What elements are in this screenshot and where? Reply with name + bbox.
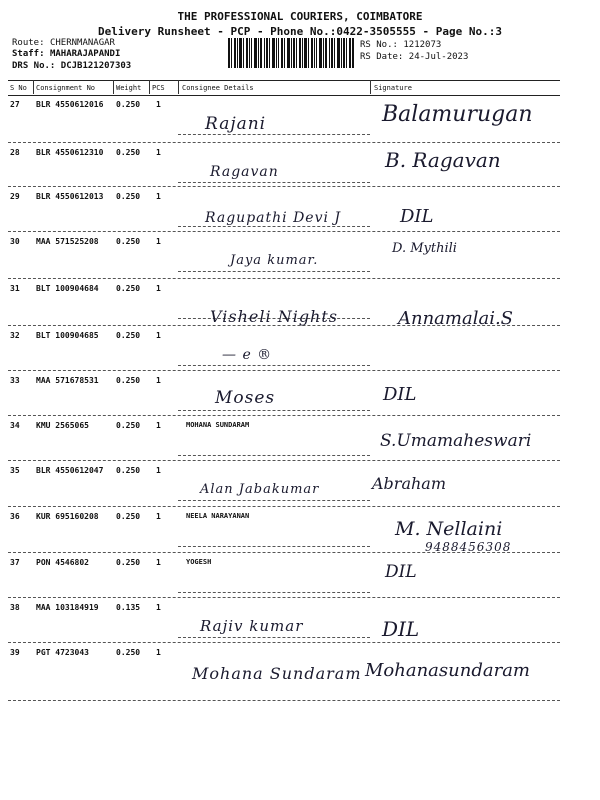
row-weight: 0.250 <box>116 192 141 201</box>
row-pcs: 1 <box>156 558 161 567</box>
row-divider <box>8 415 560 416</box>
row-divider <box>8 370 560 371</box>
row-divider <box>8 506 560 507</box>
consignee-underline <box>178 271 370 272</box>
row-signature: Mohanasundaram <box>365 660 530 681</box>
consignee-underline <box>178 592 370 593</box>
row-consignee-handwritten: Visheli Nights <box>210 307 338 326</box>
col-pcs: PCS <box>152 84 165 92</box>
row-divider <box>8 231 560 232</box>
row-weight: 0.250 <box>116 466 141 475</box>
row-pcs: 1 <box>156 100 161 109</box>
consignee-underline <box>178 410 370 411</box>
rs-date-label: RS Date: <box>360 52 404 62</box>
runsheet-title: Delivery Runsheet - PCP - Phone No.:0422-3505555 - Page No.:3 <box>98 25 502 38</box>
staff-line <box>12 49 120 59</box>
consignee-underline <box>178 500 370 501</box>
row-consignment: BLR 4550612310 <box>36 148 104 157</box>
consignee-underline <box>178 134 370 135</box>
row-divider <box>8 186 560 187</box>
row-consignee-handwritten: Jaya kumar. <box>230 253 319 268</box>
row-consignment: BLT 100904684 <box>36 284 99 293</box>
row-pcs: 1 <box>156 466 161 475</box>
consignee-underline <box>178 637 370 638</box>
col-divider <box>33 80 34 94</box>
route-line <box>12 38 115 48</box>
row-sno: 30 <box>10 237 20 246</box>
row-weight: 0.250 <box>116 421 141 430</box>
consignee-underline <box>178 455 370 456</box>
row-weight: 0.250 <box>116 100 141 109</box>
consignee-underline <box>178 226 370 227</box>
row-consignee-printed: YOGESH <box>186 558 212 566</box>
row-consignment: PON 4546802 <box>36 558 89 567</box>
company-title: THE PROFESSIONAL COURIERS, COIMBATORE <box>177 10 423 23</box>
col-signature: Signature <box>374 84 412 92</box>
row-sno: 34 <box>10 421 20 430</box>
row-consignee-printed: MOHANA SUNDARAM <box>186 421 250 429</box>
row-weight: 0.250 <box>116 284 141 293</box>
row-pcs: 1 <box>156 376 161 385</box>
rs-no-value: 1212073 <box>403 40 442 50</box>
row-signature-phone: 9488456308 <box>425 540 512 554</box>
drs-label: DRS No.: <box>12 61 56 71</box>
route-label: Route: <box>12 38 45 48</box>
row-pcs: 1 <box>156 237 161 246</box>
row-consignment: BLT 100904685 <box>36 331 99 340</box>
row-signature: Abraham <box>372 474 446 493</box>
row-divider <box>8 278 560 279</box>
row-weight: 0.250 <box>116 376 141 385</box>
consignee-underline <box>178 546 370 547</box>
row-pcs: 1 <box>156 192 161 201</box>
row-consignment: KMU 2565065 <box>36 421 89 430</box>
row-consignee-handwritten: Rajani <box>205 114 267 134</box>
rs-no-label: RS No.: <box>360 40 398 50</box>
row-divider <box>8 700 560 701</box>
row-sno: 39 <box>10 648 20 657</box>
row-signature: M. Nellaini <box>395 518 503 540</box>
consignee-underline <box>178 182 370 183</box>
row-consignment: MAA 571525208 <box>36 237 99 246</box>
row-sno: 35 <box>10 466 20 475</box>
row-sno: 37 <box>10 558 20 567</box>
row-weight: 0.250 <box>116 148 141 157</box>
row-sno: 29 <box>10 192 20 201</box>
row-signature: B. Ragavan <box>385 148 501 172</box>
row-consignment: BLR 4550612047 <box>36 466 104 475</box>
row-weight: 0.250 <box>116 558 141 567</box>
row-divider <box>8 642 560 643</box>
col-consignee: Consignee Details <box>182 84 254 92</box>
row-signature: DIL <box>382 617 420 641</box>
row-consignee-handwritten: Rajiv kumar <box>200 617 304 635</box>
row-consignment: MAA 103184919 <box>36 603 99 612</box>
row-consignment: PGT 4723043 <box>36 648 89 657</box>
row-pcs: 1 <box>156 648 161 657</box>
drs-line <box>12 61 131 71</box>
row-consignment: MAA 571678531 <box>36 376 99 385</box>
rs-date-line <box>360 52 468 62</box>
row-consignment: BLR 4550612016 <box>36 100 104 109</box>
row-sno: 33 <box>10 376 20 385</box>
row-sno: 31 <box>10 284 20 293</box>
row-sno: 27 <box>10 100 20 109</box>
table-header <box>8 80 560 96</box>
row-divider <box>8 460 560 461</box>
col-weight: Weight <box>116 84 142 92</box>
barcode-image <box>228 38 354 68</box>
row-consignee-handwritten: Ragupathi Devi J <box>205 210 342 226</box>
row-divider <box>8 597 560 598</box>
row-pcs: 1 <box>156 512 161 521</box>
row-pcs: 1 <box>156 331 161 340</box>
row-sno: 38 <box>10 603 20 612</box>
row-consignee-handwritten: Mohana Sundaram <box>192 664 362 683</box>
col-divider <box>178 80 179 94</box>
row-consignment: BLR 4550612013 <box>36 192 104 201</box>
rs-no-line <box>360 40 441 50</box>
row-signature: DIL <box>400 206 434 227</box>
row-weight: 0.250 <box>116 237 141 246</box>
consignee-underline <box>178 365 370 366</box>
row-weight: 0.250 <box>116 512 141 521</box>
staff-value: MAHARAJAPANDI <box>49 49 121 59</box>
col-divider <box>113 80 114 94</box>
row-consignee-handwritten: — e ® <box>222 347 273 363</box>
row-sno: 36 <box>10 512 20 521</box>
row-signature: Annamalai.S <box>398 308 514 329</box>
row-consignee-printed: NEELA NARAYANAN <box>186 512 250 520</box>
rs-date-value: 24-Jul-2023 <box>408 52 469 62</box>
row-sno: 32 <box>10 331 20 340</box>
col-sno: S No <box>10 84 27 92</box>
row-sno: 28 <box>10 148 20 157</box>
row-pcs: 1 <box>156 421 161 430</box>
row-signature: DIL <box>385 562 417 582</box>
row-weight: 0.135 <box>116 603 141 612</box>
row-signature: Balamurugan <box>382 102 533 127</box>
row-signature: D. Mythili <box>392 241 457 256</box>
route-value: CHERNMANAGAR <box>49 38 115 48</box>
row-pcs: 1 <box>156 148 161 157</box>
row-weight: 0.250 <box>116 331 141 340</box>
staff-label: Staff: <box>12 49 45 59</box>
row-divider <box>8 142 560 143</box>
col-divider <box>370 80 371 94</box>
row-pcs: 1 <box>156 284 161 293</box>
row-consignment: KUR 695160208 <box>36 512 99 521</box>
row-signature: DIL <box>383 384 417 405</box>
row-consignee-handwritten: Alan Jabakumar <box>200 482 320 497</box>
col-divider <box>149 80 150 94</box>
row-weight: 0.250 <box>116 648 141 657</box>
row-consignee-handwritten: Ragavan <box>210 164 279 180</box>
drs-value: DCJB121207303 <box>60 61 132 71</box>
col-consignment: Consignment No <box>36 84 96 92</box>
row-consignee-handwritten: Moses <box>215 388 276 408</box>
row-pcs: 1 <box>156 603 161 612</box>
row-signature: S.Umamaheswari <box>380 431 532 451</box>
